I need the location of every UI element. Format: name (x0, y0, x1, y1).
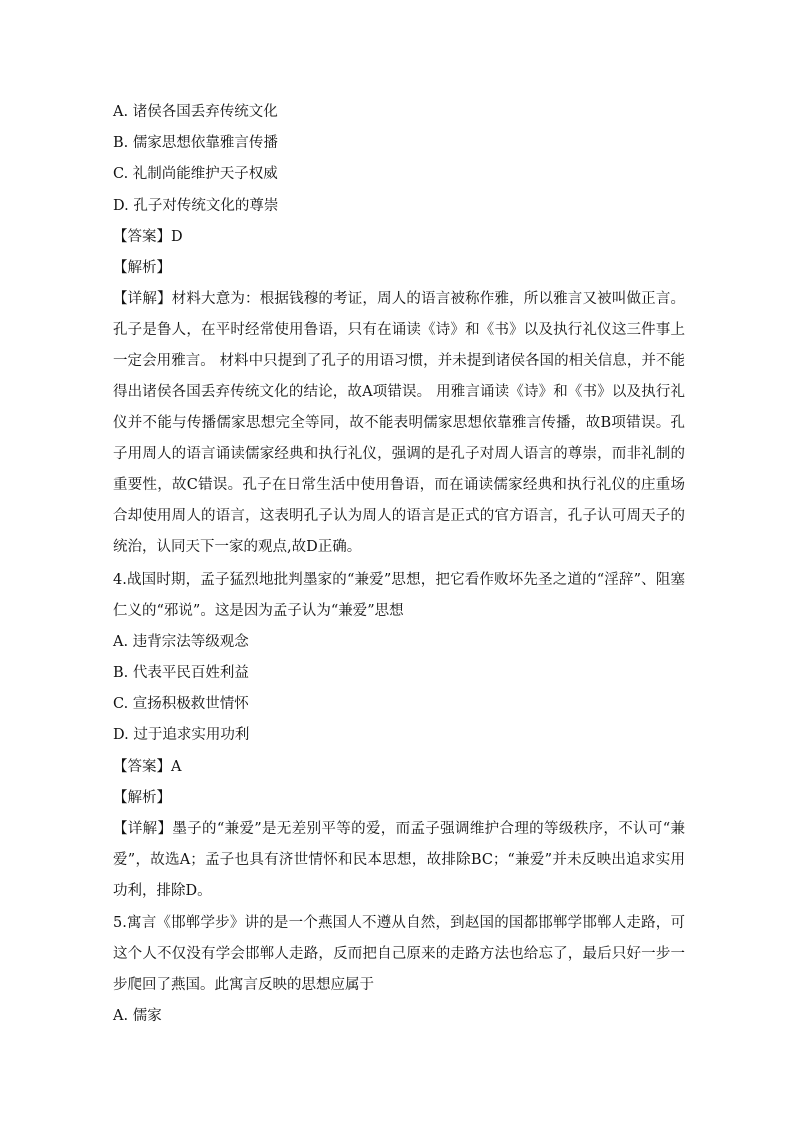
q4-option-b: B. 代表平民百姓利益 (113, 665, 249, 681)
q4-option-d: D. 过于追求实用功利 (113, 727, 250, 743)
q4-option-c: C. 宣扬积极救世情怀 (113, 696, 249, 712)
q3-detail: 【详解】材料大意为：根据钱穆的考证，周人的语言被称作雅，所以雅言又被叫做正言。孔子是鲁人，在平时经常使用鲁语，只有在诵读《诗》和《书》以及执行礼仪这三件事上一定会用雅言。 材料中只提到了孔子的用语习惯，并未提到诸侯各国的相关信息，并不能得出诸侯各国丢弃传统文化的结论，故A项错误。 用雅言诵读《诗》和《书》以及执行礼仪并不能与传播儒家思想完全等同，故不能表明儒家思想依靠雅言传播，故B项错误。孔子用周人的语言诵读儒家经典和执行礼仪，强调的是孔子对周人语言的尊崇，而非礼制的重要性，故C错误。孔子在日常生活中使用鲁语，而在诵读儒家经典和执行礼仪的庄重场合却使用周人的语言，这表明孔子认为周人的语言是正式的官方语言，孔子认可周天子的统治，认同天下一家的观点,故D正确。 (113, 291, 685, 555)
q5-option-a: A. 儒家 (113, 1008, 162, 1024)
q3-option-a: A. 诸侯各国丢弃传统文化 (113, 104, 278, 120)
q3-option-c: C. 礼制尚能维护天子权威 (113, 166, 278, 182)
q3-analysis-label: 【解析】 (113, 260, 171, 276)
q3-option-d: D. 孔子对传统文化的尊崇 (113, 198, 279, 214)
q4-analysis-label: 【解析】 (113, 790, 171, 806)
q3-answer: 【答案】D (113, 229, 183, 245)
q4-option-a: A. 违背宗法等级观念 (113, 634, 249, 650)
q5-stem: 5.寓言《邯郸学步》讲的是一个燕国人不遵从自然，到赵国的国都邯郸学邯郸人走路，可这个人不仅没有学会邯郸人走路，反而把自己原来的走路方法也给忘了，最后只好一步一步爬回了燕国。此寓言反映的思想应属于 (113, 915, 685, 993)
q4-stem: 4.战国时期，孟子猛烈地批判墨家的“兼爱”思想，把它看作败坏先圣之道的“淫辞”、阻塞仁义的“邪说”。这是因为孟子认为“兼爱”思想 (113, 572, 685, 619)
q4-detail: 【详解】墨子的“兼爱”是无差别平等的爱，而孟子强调维护合理的等级秩序，不认可“兼爱”，故选A；孟子也具有济世情怀和民本思想，故排除BC；“兼爱”并未反映出追求实用功利，排除D。 (113, 821, 685, 899)
q4-answer: 【答案】A (113, 759, 182, 775)
q3-option-b: B. 儒家思想依靠雅言传播 (113, 135, 278, 151)
